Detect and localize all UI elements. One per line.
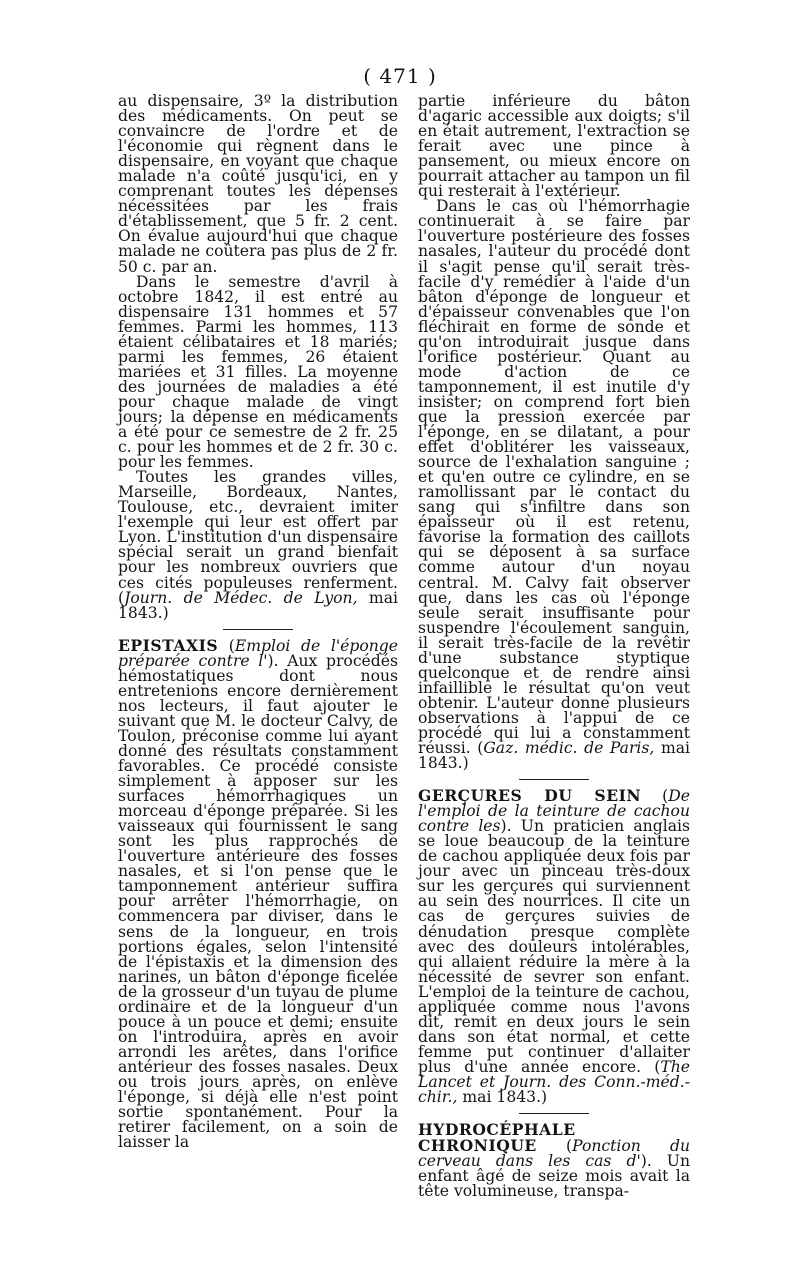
source-citation: Journ. de Médec. de Lyon,	[124, 588, 358, 607]
paren-close: ).	[500, 817, 512, 836]
article-subtitle: Ponction du cerveau dans les cas d'	[418, 1137, 690, 1171]
article-body: Aux procédés hémostatiques dont nous entretenions encore dernièrement nos lecteurs, il faut ajouter le suivant que M. le docteur Calvy, de Toulon, préconise comme lui ayant donné des résultats constamment favorables. Ce procédé consiste simplement à apposer sur les surfaces hémorrhagiques un morceau d'éponge préparée. Si les vaisseaux qui fournissent le sang sont les plus rapprochés de l'ouverture antérieure des fosses nasales, et si l'on pense que le tamponnement antérieur suffira pour arrêter l'hémorrhagie, on commencera par diviser, dans le sens de la longueur, en trois portions égales, selon l'intensité de l'épistaxis et la dimension des narines, un bâton d'éponge ficelée de la grosseur d'un tuyau de plume ordinaire et de la longueur d'un pouce à un pouce et demi; ensuite on l'introduira, après en avoir arrondi les arêtes, dans l'orifice antérieur des fosses nasales. Deux ou trois jours après, on enlève l'éponge, si déjà elle n'est point sortie spontanément. Pour la retirer facilement, on a soin de laisser la	[118, 651, 398, 1152]
article-heading: HYDROCÉPHALE CHRONIQUE	[418, 1120, 576, 1156]
article-hydrocephale	[418, 1122, 690, 1199]
paragraph	[418, 199, 690, 771]
article-subtitle: Emploi de l'éponge préparée contre l'	[118, 636, 398, 670]
article-subtitle: De l'emploi de la teinture de cachou contre les	[418, 787, 691, 836]
paren-open: (	[218, 636, 235, 655]
left-column	[118, 94, 398, 1150]
paragraph: partie inférieure du bâton d'agaric accessible aux doigts; s'il en était autrement, l'extraction se ferait avec une pince à pansement, ou mieux encore on pourrait attacher au tampon un fil qui resterait à l'extérieur.	[418, 92, 690, 201]
source-citation: Gaz. médic. de Paris,	[483, 739, 655, 758]
article-heading: EPISTAXIS	[118, 635, 219, 655]
paragraph: Dans le semestre d'avril à octobre 1842, il est entré au dispensaire 131 hommes et 57 femmes. Parmi les hommes, 113 étaient célibataires et 18 mariés; parmi les femmes, 26 étaient mariées et 31 filles. La moyenne des journées de maladies a été pour chaque malade de vingt jours; la dépense en médicaments a été pour ce semestre de 2 fr. 25 c. pour les hommes et de 2 fr. 30 c. pour les femmes.	[118, 272, 398, 472]
paragraph: au dispensaire, 3º la distribution des médicaments. On peut se convaincre de l'ordre et de l'économie qui règnent dans le dispensaire, en voyant que chaque malade n'a coûté jusqu'ici, en y comprenant toutes les dépenses nécessitées par les frais d'établissement, que 5 fr. 2 cent. On évalue aujourd'hui que chaque malade ne coûtera pas plus de 2 fr. 50 c. par an.	[118, 92, 398, 276]
paragraph-text: Dans le cas où l'hémorrhagie continuerait à se faire par l'ouverture postérieure des fosses nasales, l'auteur du procédé dont il s'agit pense qu'il serait très-facile d'y remédier à l'aide d'un bâton d'éponge de longueur et d'épaisseur convenables que l'on fléchirait en forme de sonde et qu'on introduirait jusque dans l'orifice postérieur. Quant au mode d'action de ce tamponnement, il est inutile d'y insister; on comprend fort bien que la pression exercée par l'éponge, en se dilatant, a pour effet d'oblitérer les vaisseaux, source de l'exhalation sanguine ; et qu'en outre ce cylindre, en se ramollissant par le contact du sang qui s'infiltre dans son épaisseur où il est retenu, favorise la formation des caillots qui se déposent à sa surface comme autour d'un noyau central. M. Calvy fait observer que, dans les cas où l'éponge seule serait insuffisante pour suspendre l'écoulement sanguin, il serait très-facile de la revêtir d'une substance styptique quelconque et de rendre ainsi infaillible le résultat qu'on veut obtenir. L'auteur donne plusieurs observations à l'appui de ce procédé qui lui a constamment réussi. (	[418, 197, 690, 758]
paragraph-text: Toutes les grandes villes, Marseille, Bordeaux, Nantes, Toulouse, etc., devraient imiter l'exemple qui leur est offert par Lyon. L'institution d'un dispensaire spécial serait un grand bienfait pour les nombreux ouvriers que ces cités populeuses renferment. (	[118, 468, 398, 607]
citation-date: mai 1843.)	[118, 588, 398, 622]
paragraph	[118, 470, 398, 620]
article-epistaxis	[118, 635, 398, 1152]
section-divider	[519, 1113, 589, 1114]
paren-close: ).	[640, 1152, 652, 1171]
section-divider	[519, 779, 589, 780]
article-gercures	[418, 788, 690, 1105]
right-column	[418, 94, 690, 1199]
article-body: Un praticien anglais se loue beaucoup de la teinture de cachou appliquée deux fois par jour avec un pinceau très-doux sur les gerçures qui surviennent au sein des nourrices. Il cite un cas de gerçures suivies de dénudation presque complète avec des douleurs intolérables, qui allaient réduire la mère à la nécessité de sevrer son enfant. L'emploi de la teinture de cachou, appliquée comme nous l'avons dit, remit en deux jours le sein dans son état normal, et cette femme put continuer d'allaiter plus d'une année encore. (	[418, 817, 690, 1076]
page-number: ( 471 )	[363, 64, 437, 88]
paren-open: (	[536, 1137, 573, 1156]
citation-date: mai 1843.)	[457, 1088, 548, 1107]
article-body: Un enfant âgé de seize mois avait la tête volumineuse, transpa-	[418, 1152, 690, 1201]
paren-open: (	[641, 787, 669, 806]
section-divider	[223, 629, 293, 630]
article-heading: GERÇURES DU SEIN	[418, 786, 642, 806]
paren-close: ).	[267, 651, 279, 670]
source-citation: The Lancet et Journ. des Conn.-méd.-chir.,	[418, 1057, 690, 1107]
citation-date: mai 1843.)	[418, 739, 691, 773]
